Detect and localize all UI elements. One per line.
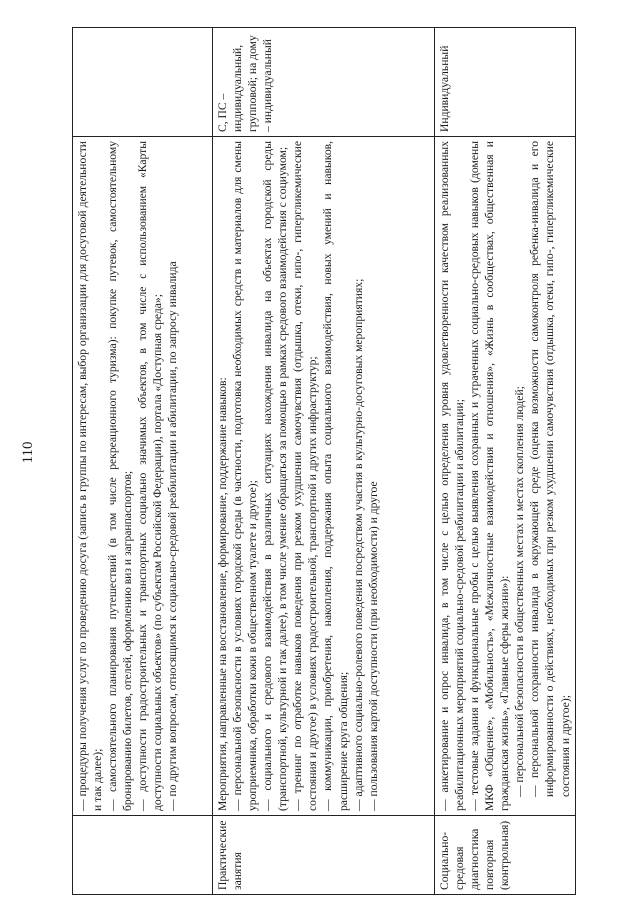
- table-row: [73, 28, 213, 895]
- table-row: [435, 28, 576, 895]
- content-line: — коммуникации, приобретения, накопления, поддержания опыта социального взаимодействия, новых умений и навыков, расширение круга общения;: [321, 141, 350, 811]
- content-subitem: — персональной безопасности в общественных местах и местах скопления людей;: [513, 386, 527, 797]
- row-name-cell: Социально-средовая диагностика повторная (контрольная): [435, 816, 576, 895]
- content-line: — тренинг по отработке навыков поведения при резком ухудшении самочувствия (отдышка, отеки, гипо-, гипергликемические состояния и другое) в условиях градостроительной, транспортной и других инфраструктур;: [291, 141, 320, 811]
- row-name-cell: [73, 816, 213, 895]
- row-content-cell: [213, 137, 435, 816]
- content-line: — доступности градостроительных и транспортных социально значимых объектов, в том числе с использованием «Карты доступности социальных объектов» (по субъектам Российской Федерации), портала «Доступная среда»;: [136, 141, 165, 811]
- row-content-cell: [435, 137, 576, 816]
- content-line: — тестовые задания и функциональные пробы с целью выявления сохранных и утраченных социально-средовых навыков (домены МКФ «Общение», «Мобильность», «Межличностные взаимодействия и отношения», «Жизнь в сообществах, общественная и гражданская жизнь», «Главные сферы жизни»):: [468, 141, 512, 811]
- content-line: — анкетирование и опрос инвалида, в том числе с целью определения уровня удовлетворенности качеством реализованных реабилитационных мероприятий социально-средовой реабилитации и абилитации;: [438, 141, 467, 811]
- content-line: — социального и средового взаимодействия в различных ситуациях нахождения инвалида на объектах городской среды (транспортной, культурной и так далее), в том числе умение обращаться за помощью в рамках средового взаимодействия с социумом;: [261, 141, 290, 811]
- content-line: — самостоятельного планирования путешествий (в том числе рекреационного туризма): покупке путевок, самостоятельному бронированию билетов, отелей, оформлению виз и загранпаспортов;: [106, 141, 135, 811]
- content-line: — персональной безопасности в условиях городской среды (в частности, подготовка необходимых средств и материалов для смены уроприемника, обработки кожи в общественном туалете и другое);: [231, 141, 260, 811]
- row-form-cell: [73, 28, 213, 137]
- page-number: 110: [20, 441, 36, 464]
- row-name-cell: Практические занятия: [213, 816, 435, 895]
- row-form-cell: С, ПС – индивидуальный, групповой; на дому – индивидуальный: [213, 28, 435, 137]
- content-subitem: — персональной сохранности инвалида в окружающей среде (оценка возможности самоконтроля ребенка-инвалида и его информированности о действиях, необходимых при резком ухудшении самочувствия (отдышка, отеки, гипо-, гипергликемические состояния и другое);: [528, 141, 572, 797]
- content-line: — адаптивного социально-ролевого поведения посредством участия в культурно-досуговых мероприятиях;: [351, 278, 365, 811]
- table-row: [213, 28, 435, 895]
- content-line: — процедуры получения услуг по проведению досуга (запись в группы по интересам, выбор организации для досуговой деятельности и так далее);: [76, 141, 105, 811]
- content-line: — по другим вопросам, относящимся к социально-средовой реабилитации и абилитации, по запросу инвалида: [166, 261, 180, 811]
- program-table: [72, 27, 576, 895]
- content-line: Мероприятия, направленные на восстановление, формирование, поддержание навыков:: [216, 377, 229, 811]
- row-content-cell: [73, 137, 213, 816]
- content-line: — пользования картой доступности (при необходимости) и другое: [366, 481, 380, 811]
- row-form-cell: Индивидуальный: [435, 28, 576, 137]
